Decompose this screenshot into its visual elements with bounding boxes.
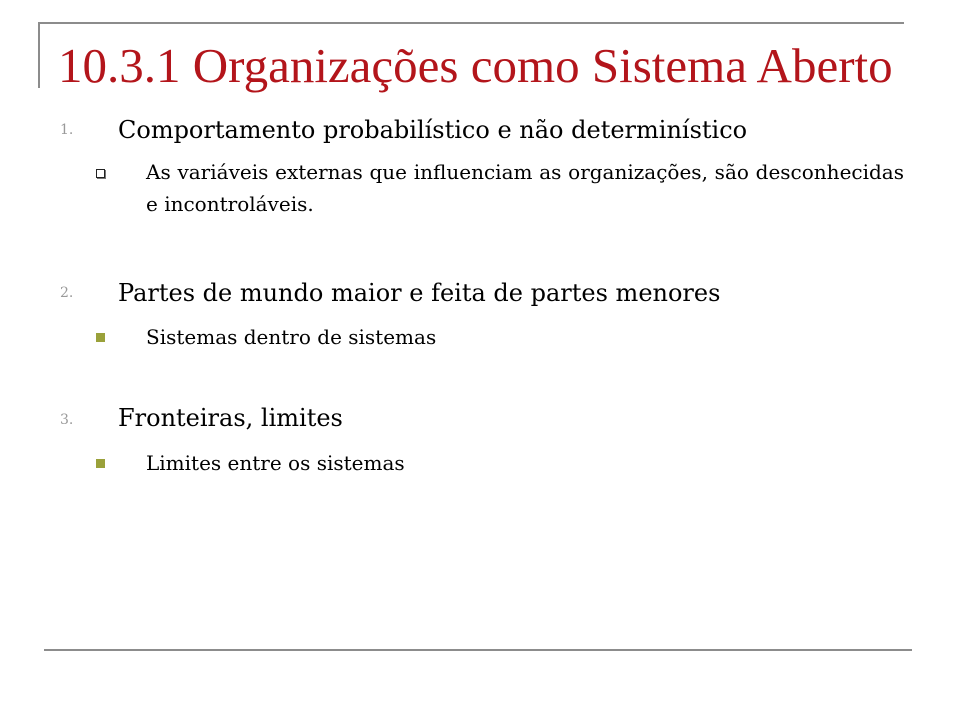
item-heading: Partes de mundo maior e feita de partes menores <box>118 279 721 307</box>
item-sub-text: Limites entre os sistemas <box>146 451 405 475</box>
slide-title: 10.3.1 Organizações como Sistema Aberto <box>58 38 893 93</box>
item-number: 1. <box>60 122 74 138</box>
frame-bottom-line <box>44 649 912 651</box>
frame-left-line <box>38 22 40 88</box>
filled-square-bullet-icon <box>96 459 105 468</box>
item-sub-text: As variáveis externas que influenciam as organizações, são desconhecidas e incontroláveis. <box>146 160 904 216</box>
item-number: 3. <box>60 412 74 428</box>
frame-top-line <box>38 22 904 24</box>
hollow-square-bullet-icon <box>96 169 105 178</box>
item-sub-text: Sistemas dentro de sistemas <box>146 325 437 349</box>
item-number: 2. <box>60 285 74 301</box>
item-heading: Comportamento probabilístico e não determinístico <box>118 116 748 144</box>
filled-square-bullet-icon <box>96 333 105 342</box>
item-heading: Fronteiras, limites <box>118 404 343 432</box>
